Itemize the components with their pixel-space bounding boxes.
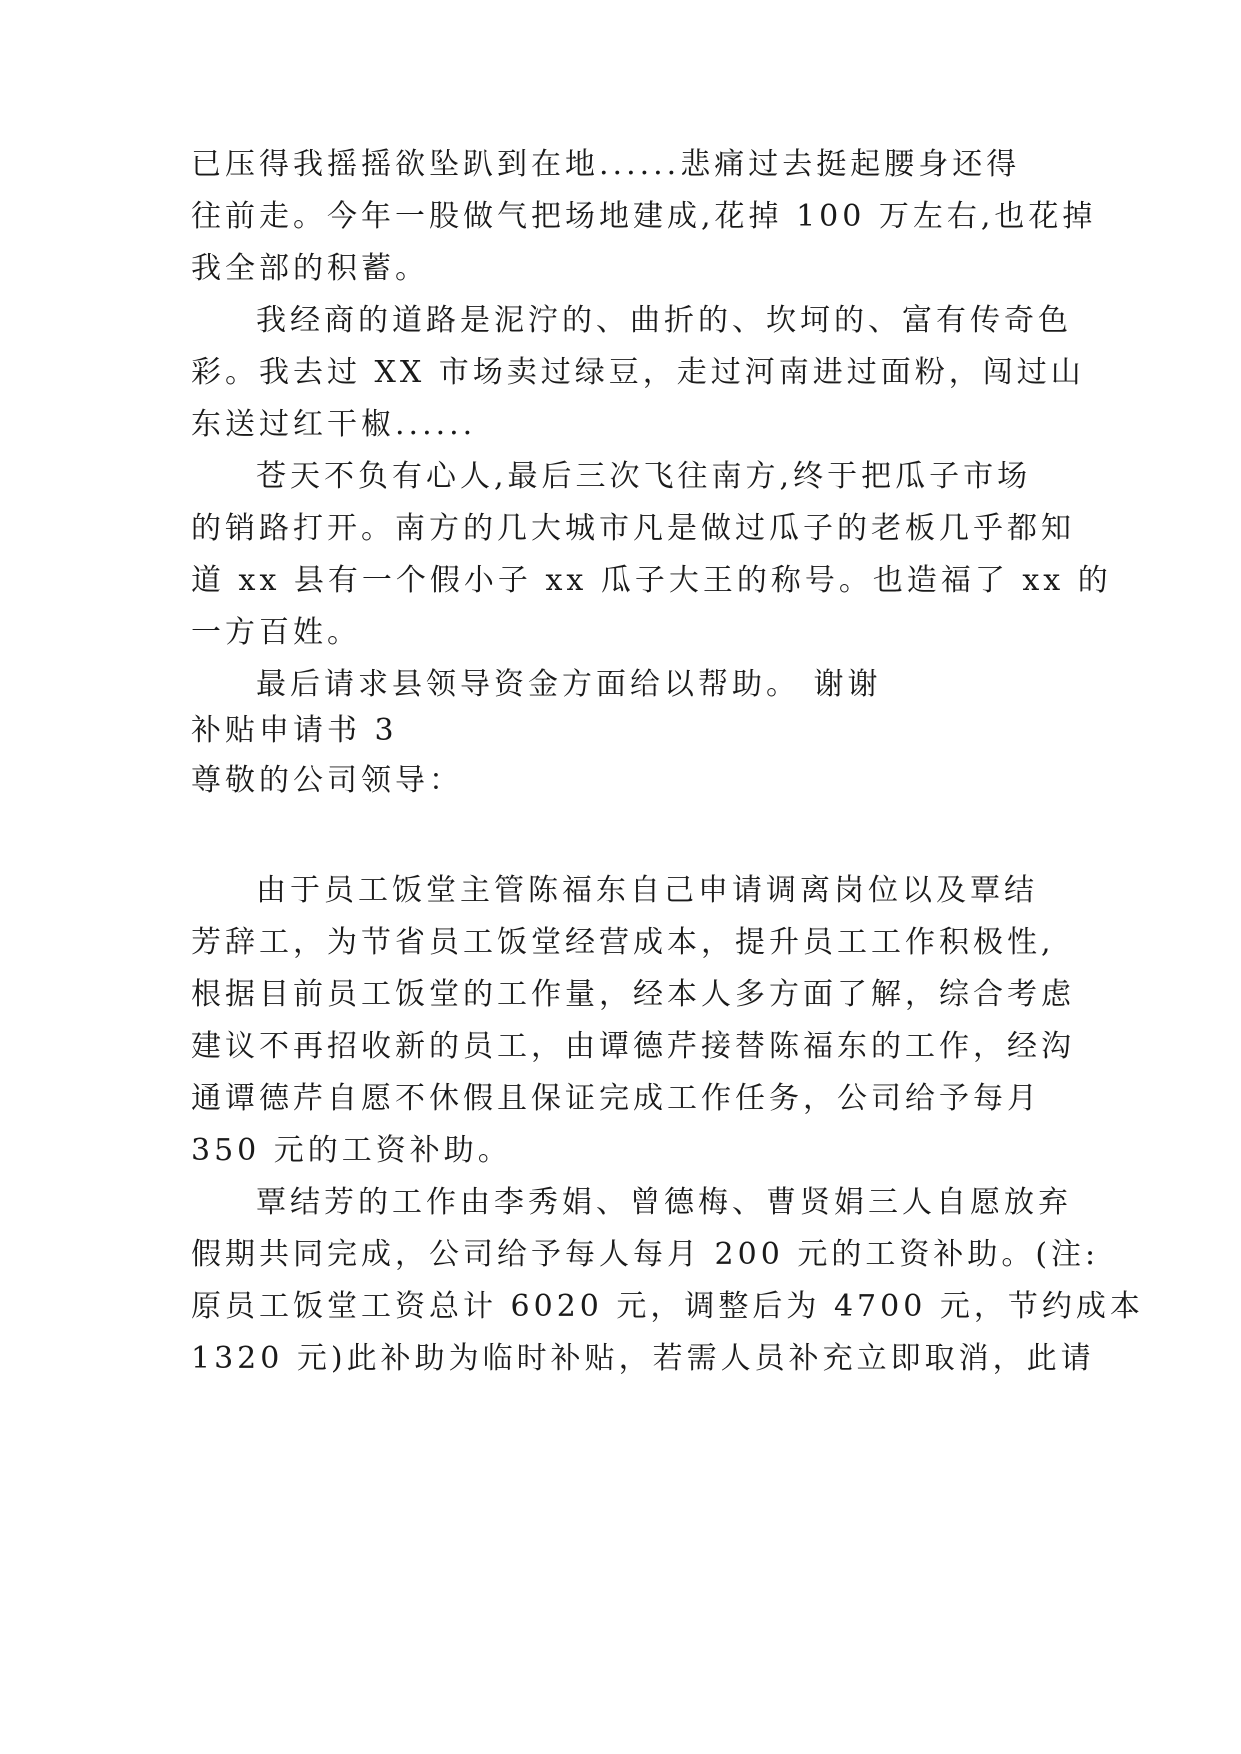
- closing-line: 最后请求县领导资金方面给以帮助。 谢谢: [256, 667, 882, 702]
- paragraph-line: 根据目前员工饭堂的工作量，经本人多方面了解，综合考虑: [191, 977, 1075, 1012]
- paragraph-line: 已压得我摇摇欲坠趴到在地......悲痛过去挺起腰身还得: [191, 147, 1021, 182]
- salutation: 尊敬的公司领导：: [191, 763, 463, 798]
- paragraph-line: 道 xx 县有一个假小子 xx 瓜子大王的称号。也造福了 xx 的: [191, 563, 1112, 598]
- paragraph-line: 的销路打开。南方的几大城市凡是做过瓜子的老板几乎都知: [191, 511, 1075, 546]
- paragraph-line: 假期共同完成，公司给予每人每月 200 元的工资补助。(注:: [191, 1237, 1100, 1272]
- section-title: 补贴申请书 3: [191, 713, 398, 748]
- paragraph-line: 由于员工饭堂主管陈福东自己申请调离岗位以及覃结: [256, 873, 1038, 908]
- paragraph-line: 东送过红干椒......: [191, 407, 477, 442]
- paragraph-line: 我经商的道路是泥泞的、曲折的、坎坷的、富有传奇色: [256, 303, 1072, 338]
- paragraph-line: 1320 元)此补助为临时补贴，若需人员补充立即取消，此请: [191, 1341, 1095, 1376]
- paragraph-line: 芳辞工，为节省员工饭堂经营成本，提升员工工作积极性,: [191, 925, 1055, 960]
- paragraph-line: 覃结芳的工作由李秀娟、曾德梅、曹贤娟三人自愿放弃: [256, 1185, 1072, 1220]
- paragraph-line: 建议不再招收新的员工，由谭德芹接替陈福东的工作，经沟: [191, 1029, 1075, 1064]
- paragraph-line: 一方百姓。: [191, 615, 361, 650]
- paragraph-line: 通谭德芹自愿不休假且保证完成工作任务，公司给予每月: [191, 1081, 1041, 1116]
- paragraph-line: 原员工饭堂工资总计 6020 元，调整后为 4700 元，节约成本: [191, 1289, 1144, 1324]
- paragraph-line: 往前走。今年一股做气把场地建成,花掉 100 万左右,也花掉: [191, 199, 1097, 234]
- paragraph-line: 我全部的积蓄。: [191, 251, 429, 286]
- paragraph-line: 苍天不负有心人,最后三次飞往南方,终于把瓜子市场: [256, 459, 1032, 494]
- paragraph-line: 彩。我去过 XX 市场卖过绿豆，走过河南进过面粉，闯过山: [191, 355, 1085, 390]
- paragraph-line: 350 元的工资补助。: [191, 1133, 512, 1168]
